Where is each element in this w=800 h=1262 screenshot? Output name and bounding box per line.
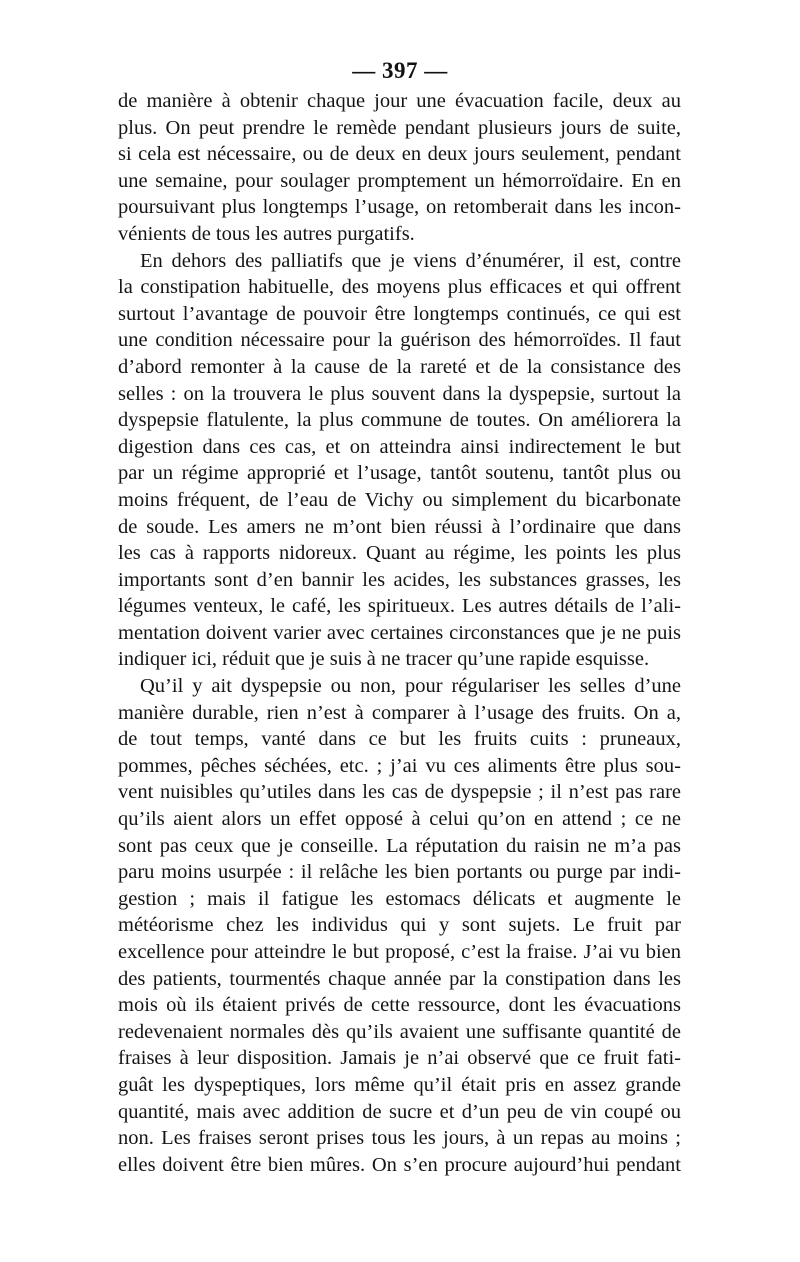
text-line: non. Les fraises seront prises tous les jours, à un repas au moins ;: [118, 1127, 681, 1150]
text-line: de tout temps, vanté dans ce but les fruits cuits : pruneaux,: [118, 728, 681, 751]
text-line: digestion dans ces cas, et on atteindra ainsi indirectement le but: [118, 435, 681, 458]
text-line: légumes venteux, le café, les spiritueux. Les autres détails de l’ali-: [118, 595, 681, 618]
text-line: redevenaient normales dès qu’ils avaient une suffisante quantité de: [118, 1020, 681, 1043]
text-line: surtout l’avantage de pouvoir être longtemps continués, ce qui est: [118, 302, 681, 325]
text-line: elles doivent être bien mûres. On s’en procure aujourd’hui pendant: [118, 1153, 681, 1176]
text-line: une condition nécessaire pour la guérison des hémorroïdes. Il faut: [118, 329, 681, 352]
text-line: importants sont d’en bannir les acides, les substances grasses, les: [118, 568, 681, 591]
text-line: d’abord remonter à la cause de la rareté et de la consistance des: [118, 355, 681, 378]
text-line: Qu’il y ait dyspepsie ou non, pour régulariser les selles d’une: [140, 675, 681, 698]
text-line: paru moins usurpée : il relâche les bien portants ou purge par indi-: [118, 861, 681, 884]
text-line: pommes, pêches séchées, etc. ; j’ai vu ces aliments être plus sou-: [118, 754, 681, 777]
text-line: fraises à leur disposition. Jamais je n’ai observé que ce fruit fati-: [118, 1047, 681, 1070]
paragraph: [118, 673, 681, 1178]
text-line: dyspepsie flatulente, la plus commune de toutes. On améliorera la: [118, 409, 681, 432]
text-line: les cas à rapports nidoreux. Quant au régime, les points les plus: [118, 542, 681, 565]
text-line: météorisme chez les individus qui y sont sujets. Le fruit par: [118, 914, 681, 937]
text-line: une semaine, pour soulager promptement un hémorroïdaire. En en: [118, 169, 681, 192]
text-line: poursuivant plus longtemps l’usage, on retomberait dans les incon-: [118, 196, 681, 219]
text-line: si cela est nécessaire, ou de deux en deux jours seulement, pendant: [118, 143, 681, 166]
text-line: quantité, mais avec addition de sucre et d’un peu de vin coupé ou: [118, 1100, 681, 1123]
text-line: vent nuisibles qu’utiles dans les cas de dyspepsie ; il n’est pas rare: [118, 781, 681, 804]
text-line: la constipation habituelle, des moyens plus efficaces et qui offrent: [118, 276, 681, 299]
text-line: des patients, tourmentés chaque année par la constipation dans les: [118, 967, 681, 990]
text-line: En dehors des palliatifs que je viens d’énumérer, il est, contre: [140, 249, 681, 272]
text-line: excellence pour atteindre le but proposé, c’est la fraise. J’ai vu bien: [118, 941, 681, 963]
text-line: selles : on la trouvera le plus souvent dans la dyspepsie, surtout la: [118, 382, 681, 405]
body-text: [118, 88, 681, 1178]
page-number: — 397 —: [352, 58, 448, 83]
text-line: de soude. Les amers ne m’ont bien réussi à l’ordinaire que dans: [118, 515, 681, 538]
paragraph: [118, 248, 681, 674]
text-line: moins fréquent, de l’eau de Vichy ou simplement du bicarbonate: [118, 488, 681, 511]
text-line: plus. On peut prendre le remède pendant plusieurs jours de suite,: [118, 116, 681, 139]
text-line: manière durable, rien n’est à comparer à l’usage des fruits. On a,: [118, 701, 681, 724]
text-line: de manière à obtenir chaque jour une évacuation facile, deux au: [118, 90, 681, 112]
text-line: indiquer ici, réduit que je suis à ne tracer qu’une rapide esquisse.: [118, 648, 650, 671]
text-line: vénients de tous les autres purgatifs.: [118, 222, 415, 245]
text-line: sont pas ceux que je conseille. La réputation du raisin ne m’a pas: [118, 834, 681, 857]
text-line: par un régime approprié et l’usage, tantôt soutenu, tantôt plus ou: [118, 462, 681, 485]
text-line: mois où ils étaient privés de cette ressource, dont les évacuations: [118, 994, 681, 1017]
text-line: qu’ils aient alors un effet opposé à celui qu’on en attend ; ce ne: [118, 808, 681, 831]
text-line: mentation doivent varier avec certaines circonstances que je ne puis: [118, 621, 681, 644]
text-line: guât les dyspeptiques, lors même qu’il était pris en assez grande: [118, 1073, 681, 1096]
text-line: gestion ; mais il fatigue les estomacs délicats et augmente le: [118, 887, 681, 910]
paragraph: [118, 88, 681, 248]
